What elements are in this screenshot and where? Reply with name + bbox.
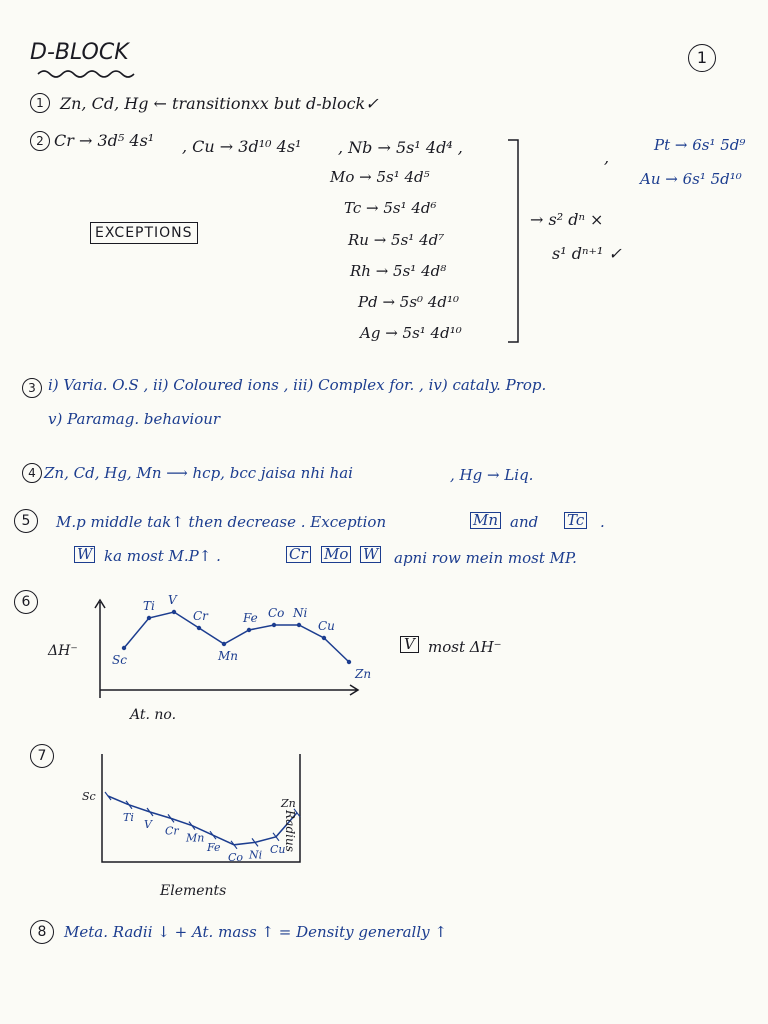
section-5-number: 5 [14,509,38,533]
section-8-number: 8 [30,920,54,944]
graph6-point [147,616,151,620]
enthalpy-graph [90,593,372,708]
section-1-number: 1 [30,93,50,113]
separator-comma: , [604,148,610,167]
exceptions-label: EXCEPTIONS [90,222,198,244]
section-5-and: and [510,513,539,531]
page-number: 1 [688,44,716,72]
exceptions-bracket [506,138,526,348]
graph6-point [322,636,326,640]
graph7-tick [105,792,111,800]
section-4-text: Zn, Cd, Hg, Mn ⟶ hcp, bcc jaisa nhi hai [44,464,353,482]
pt-config: Pt → 6s¹ 5d⁹ [654,136,746,154]
graph7-label: Ni [249,848,263,862]
graph6-xlabel: At. no. [130,707,177,723]
graph6-label: Fe [243,611,258,625]
graph7-label: Mn [186,831,205,845]
graph6-point [347,660,351,664]
title-underline [36,66,156,80]
graph6-point [297,623,301,627]
graph7-label: Sc [82,790,96,803]
w2-box: W [360,546,381,563]
tc-config: Tc → 5s¹ 4d⁶ [344,199,437,217]
v-box: V [400,636,419,653]
page-title: D-BLOCK [30,40,129,65]
section-5-text-a: M.p middle tak↑ then decrease . Exception [56,513,387,531]
section-4-liquid: , Hg → Liq. [450,466,534,484]
mn-box: Mn [470,512,501,529]
graph6-label: Co [268,606,285,620]
section-5-text-c: apni row mein most MP. [394,549,577,567]
graph7-label: V [144,818,152,831]
rule-s1dn1-right: s¹ dⁿ⁺¹ ✓ [552,244,622,263]
graph7-ylabel: Radius [283,810,297,852]
graph6-label: V [168,593,177,607]
section-3-line2: v) Paramag. behaviour [48,410,221,428]
graph6-label: Cr [193,609,208,623]
ru-config: Ru → 5s¹ 4d⁷ [348,231,445,249]
section-4-number: 4 [22,463,42,483]
ag-config: Ag → 5s¹ 4d¹⁰ [360,324,462,342]
graph6-label: Mn [218,649,239,663]
graph6-note: most ΔH⁻ [428,638,502,656]
graph7-xlabel: Elements [160,883,227,899]
au-config: Au → 6s¹ 5d¹⁰ [640,170,742,188]
mo-config: Mo → 5s¹ 4d⁵ [330,168,430,186]
pd-config: Pd → 5s⁰ 4d¹⁰ [358,293,459,311]
section-5-dot: . [600,513,605,531]
section-7-number: 7 [30,744,54,768]
w-box: W [74,546,95,563]
graph7-label: Cu [270,842,286,856]
graph6-point [197,626,201,630]
graph6-label: Cu [318,619,335,633]
graph7-label: Cr [165,824,179,838]
nb-config: , Nb → 5s¹ 4d⁴ , [338,138,463,157]
section-3-line1: i) Varia. O.S , ii) Coloured ions , iii) Complex for. , iv) cataly. Prop. [48,376,547,394]
graph7-label: Zn [281,796,296,810]
graph6-point [272,623,276,627]
rule-s2dn-wrong: → s² dⁿ × [530,210,604,229]
section-8-text: Meta. Radii ↓ + At. mass ↑ = Density generally ↑ [64,923,447,941]
graph7-tick [210,831,216,839]
graph6-point [222,642,226,646]
graph6-label: Sc [112,653,127,667]
graph6-y-axis [95,600,105,698]
rh-config: Rh → 5s¹ 4d⁸ [350,262,447,280]
graph6-point [247,628,251,632]
graph6-point [172,610,176,614]
graph7-label: Ti [123,810,134,824]
cr-box: Cr [286,546,311,563]
mo-box: Mo [321,546,351,563]
graph6-ylabel: ΔH⁻ [48,643,78,659]
cu-config: , Cu → 3d¹⁰ 4s¹ [182,137,302,156]
section-3-number: 3 [22,378,42,398]
section-6-number: 6 [14,590,38,614]
graph6-label: Ti [143,599,155,613]
tc-box: Tc [564,512,587,529]
graph6-x-axis [100,685,358,695]
graph6-label: Zn [355,667,372,681]
graph6-point [122,646,126,650]
section-2-number: 2 [30,131,50,151]
graph7-label: Co [228,850,244,864]
cr-config: Cr → 3d⁵ 4s¹ [54,131,155,150]
graph6-label: Ni [293,606,308,620]
section-1-text: Zn, Cd, Hg ← transitionxx but d-block✓ [60,94,379,113]
graph7-label: Fe [207,841,221,855]
section-5-text-b: ka most M.P↑ . [104,547,221,565]
